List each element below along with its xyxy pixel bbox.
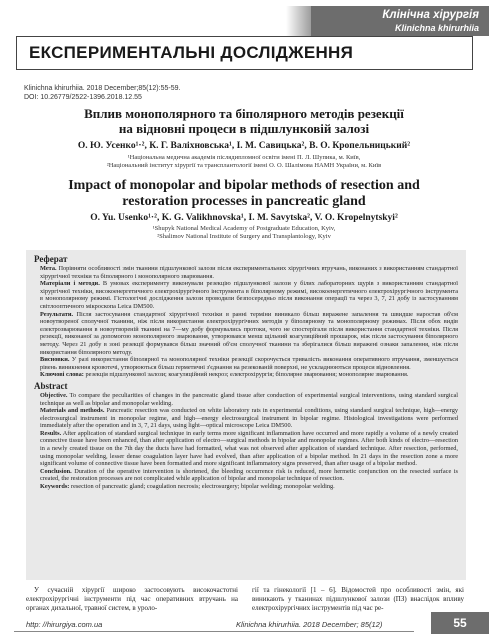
- page-number: 55: [431, 612, 489, 634]
- results-text-en: After application of standard surgical technique in early terms more significant inflammation have occurred and more rapidly a volume of a newly created connective tissue have been enhanced, than after application of electro—surgical methods in bipolar and monopolar regimes. After both kinds of electro—resection in a newly created tissue on the 7th day the ducts have had formatted, what was not observed after application of standard technique. After resection, performed, using monopolar welding, lesser dense coagulation layer have had evolved, than after application of a bipolar method. In 21 days in the resection zone a more significant volume of connective tissue have been formatted and more significant inflammatory signs preserved, than after usage of a bipolar method.: [40, 429, 458, 468]
- article-title-en: [24, 178, 464, 210]
- abstract-uk-conclusions: [40, 356, 458, 371]
- citation: [24, 84, 180, 102]
- methods-label-en: Materials and methods.: [40, 407, 105, 415]
- conclusion-text-en: Duration of the operative intervention is shortened, the bleeding occurrence risk is reduced, more hermetic conjunction on the resected surface is created, the restoration processes are not complicated while application of bipolar and monopolar technique of resection.: [40, 467, 458, 483]
- abstract-uk-methods: [40, 280, 458, 310]
- abstract-en-keywords: [40, 483, 458, 491]
- article-title-uk: [24, 106, 464, 136]
- affiliation-en-1: ¹Shupyk National Medical Academy of Postgraduate Education, Kyiv,: [152, 225, 336, 232]
- title-en-line1: Impact of monopolar and bipolar methods of resection and: [68, 178, 420, 193]
- section-title: ЕКСПЕРИМЕНТАЛЬНІ ДОСЛІДЖЕННЯ: [16, 36, 473, 70]
- body-column-2: гії та гінекології [1 – 6]. Відомостей про особливості змін, які виникають у тканинах підшлункової залози (ПЗ) внаслідок впливу електрохірургічних інструментів під час ре-: [252, 586, 464, 612]
- title-en-line2: restoration processes in pancreatic gland: [122, 194, 366, 209]
- abstract-uk-aim: [40, 265, 458, 280]
- affiliation-uk-2: ²Національний інститут хірургії та трансплантології імені О. О. Шалімова НАМН України, м. Київ: [106, 162, 382, 169]
- keywords-label-uk: Ключові слова:: [40, 371, 84, 379]
- methods-text-uk: В умовах експерименту виконували резекцію підшлункової залози у білих лабораторних щурів з використанням стандартної хірургічної техніки, високоенергетичного електрохірургічного інструмента в біполярному режимі, високоенергетичного електрохірургічного інструмента в монополярному режимі. Гістологічні дослідження залози проводили безпосередньо після виконання операції та через 3, 7, 21 добу із застосуванням світлооптичного мікроскопа Leica DM500.: [40, 280, 459, 310]
- abstract-en-methods: [40, 407, 458, 430]
- results-label-en: Results.: [40, 429, 62, 437]
- abstract-en-objective: [40, 392, 458, 407]
- abstract-en-results: [40, 430, 458, 468]
- aim-text: Порівняти особливості змін тканини підшлункової залози після експериментальних хірургічних втручань, виконаних з використанням стандартної хірургічної техніки та біполярного і монополярного зварювання.: [40, 265, 459, 280]
- keywords-text-uk: резекція підшлункової залози; коагуляційний некроз; електрохірургія; біполярне зварювання; монополярне зварювання.: [85, 371, 409, 379]
- affiliation-uk-1: ¹Національна медична академія післядипломної освіти імені П. Л. Шупика, м. Київ,: [127, 154, 361, 161]
- authors-uk: О. Ю. Усенко¹·², К. Г. Валіхновська¹, І. М. Савицька², В. О. Кропельницький²: [77, 141, 411, 151]
- abstract-en-heading: Abstract: [34, 380, 68, 391]
- abstract-en-conclusion: [40, 468, 458, 483]
- footer-divider: [14, 631, 414, 632]
- objective-label: Objective.: [40, 391, 68, 399]
- conclusions-text-uk: У разі використання біполярної та монополярної техніки резекції скорочується тривалість виконання оперативного втручання, зменшується рівень виникнення кровотечі, утворюються більш герметичні з'єднання на резекованій поверхні, не ускладнюються процеси відновлення.: [40, 356, 458, 371]
- affiliations-uk: [24, 154, 464, 170]
- abstract-uk-keywords: [40, 371, 458, 379]
- authors-en: O. Yu. Usenko¹·², K. G. Valikhnovska¹, I. M. Savytska², V. O. Kropelnytskyi²: [90, 213, 398, 223]
- journal-name-en: Klinichna khirurhiia: [394, 23, 479, 33]
- journal-header-badge: [311, 6, 489, 36]
- keywords-text-en: resection of pancreatic gland; coagulation necrosis; electrosurgery; bipolar welding; monopolar welding.: [70, 483, 335, 491]
- conclusions-label-uk: Висновки.: [40, 356, 70, 364]
- citation-line: Klinichna khirurhiia. 2018 December;85(12):55-59.: [24, 85, 181, 92]
- methods-label-uk: Матеріали і методи.: [40, 280, 100, 288]
- title-uk-line2: на відновні процеси в підшлунковій залозі: [118, 121, 370, 136]
- abstract-content: [34, 254, 458, 491]
- affiliations-en: [24, 225, 464, 241]
- conclusion-label-en: Conclusion.: [40, 467, 72, 475]
- abstract-box: [26, 250, 466, 580]
- aim-label: Мета.: [40, 265, 57, 272]
- body-column-1: У сучасній хірургії широко застосовують високочастотні електрохірургічні інструменти під час оперативних втручань на органах дихальної, травної систем, в уроло-: [26, 586, 238, 612]
- doi-line: DOI: 10.26779/2522-1396.2018.12.55: [24, 94, 142, 101]
- journal-name-uk: Клінічна хірургія: [382, 9, 479, 21]
- abstract-uk-heading: Реферат: [34, 254, 68, 264]
- results-text-uk: Після застосування стандартної хірургічної техніки в ранні терміни виникало більш виражене запалення та швидше наростав об'єм новоутвореної сполучної тканини, ніж після використання електрохірургічних методів у біполярному та монополярному режимах. Після обох видів електрозварювання в новоутвореній тканині на 7—му добу формувались протоки, чого не спостерігали після використання стандартної техніки. Після резекції, виконаної за допомогою монополярного зварювання, утворювався менш щільний коагуляційний прошарок, ніж після застосування біполярного методу. Через 21 добу в зоні резекції формувався більш значний об'єм сполучної тканини та зберігалися більш виражені ознаки запалення, ніж після використання біполярного методу.: [40, 310, 458, 356]
- methods-text-en: Pancreatic resection was conducted on white laboratory rats in experimental conditions, using standard surgical technique, high—energy electrosurgical instrument in monopolar regime, and high—energy electrosurgical instrument in bipolar regime. Histological investigations were performed immediately after the operation and in 3, 7, 21 days, using light—optical microscope Leica DM500.: [40, 407, 458, 430]
- abstract-uk-results: [40, 311, 458, 357]
- objective-text: To compare the peculiarities of changes in the pancreatic gland tissue after conduction of experimental surgical interventions, using standard surgical technique as well as bipolar and monopolar welding.: [40, 391, 458, 407]
- affiliation-en-2: ²Shalimov National Institute of Surgery and Transplantology, Kyiv: [157, 233, 331, 240]
- title-uk-line1: Вплив монополярного та біполярного методів резекції: [84, 106, 404, 121]
- keywords-label-en: Keywords:: [40, 483, 70, 491]
- footer-journal: Klinichna khirurhiia. 2018 December; 85(12): [236, 620, 383, 629]
- footer-url[interactable]: http: //hirurgiya.com.ua: [26, 620, 103, 629]
- results-label-uk: Результати.: [40, 310, 74, 318]
